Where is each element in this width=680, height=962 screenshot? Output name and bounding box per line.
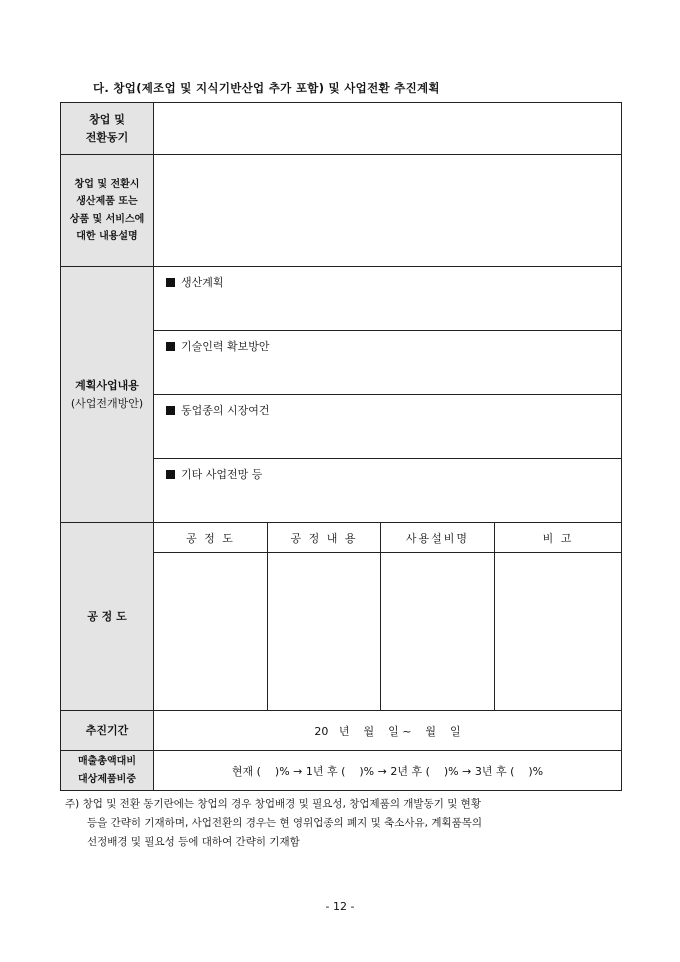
footnote-continuation: 등을 간략히 기재하며, 사업전환의 경우는 현 영위업종의 폐지 및 축소사유, 계획품목의 선정배경 및 필요성 등에 대하여 간략히 기재함 — [87, 817, 483, 848]
product-label-text: 창업 및 전환시 생산제품 또는 상품 및 서비스에 대한 내용설명 — [69, 178, 145, 242]
business-plan-table — [60, 102, 622, 791]
equipment-cell[interactable] — [381, 553, 495, 711]
ratio-value-text: 현재 ( )% → 1년 후 ( )% → 2년 후 ( )% → 3년 후 ( )% — [231, 764, 544, 778]
footnote — [65, 795, 635, 852]
process-label-text: 공 정 도 — [87, 609, 127, 623]
remarks-cell[interactable] — [495, 553, 622, 711]
plan-sublabel-text: (사업전개방안) — [70, 396, 144, 410]
process-col-header: 사용설비명 — [381, 523, 495, 553]
process-col-header: 공 정 내 용 — [268, 523, 381, 553]
process-content-cell[interactable] — [268, 553, 381, 711]
plan-section-label: 기타 사업전망 등 — [181, 468, 263, 481]
product-label — [61, 155, 154, 267]
period-value-text: 20 년 월 일 ~ 월 일 — [314, 724, 461, 738]
motive-label — [61, 103, 154, 155]
ratio-value[interactable] — [154, 751, 622, 791]
plan-section-label: 동업종의 시장여건 — [181, 404, 270, 417]
process-flow-cell[interactable] — [154, 553, 268, 711]
period-label — [61, 711, 154, 751]
plan-section-label: 기술인력 확보방안 — [181, 340, 270, 353]
plan-section-outlook[interactable] — [154, 459, 622, 523]
plan-section-production[interactable] — [154, 267, 622, 331]
period-value[interactable] — [154, 711, 622, 751]
filled-square-icon — [166, 342, 175, 351]
motive-label-text: 창업 및 전환동기 — [85, 112, 129, 144]
process-col-header: 공 정 도 — [154, 523, 268, 553]
plan-label — [61, 267, 154, 523]
filled-square-icon — [166, 278, 175, 287]
period-label-text: 추진기간 — [85, 723, 129, 737]
period-row — [61, 711, 622, 751]
ratio-label — [61, 751, 154, 791]
plan-section-market[interactable] — [154, 395, 622, 459]
product-row — [61, 155, 622, 267]
process-label — [61, 523, 154, 711]
plan-row-1 — [61, 267, 622, 331]
process-col-header: 비 고 — [495, 523, 622, 553]
plan-section-workforce[interactable] — [154, 331, 622, 395]
footnote-first-line: 주) 창업 및 전환 동기란에는 창업의 경우 창업배경 및 필요성, 창업제품의 개발동기 및 현황 — [65, 798, 481, 810]
motive-row — [61, 103, 622, 155]
plan-label-text: 계획사업내용 — [75, 378, 139, 392]
ratio-label-text: 매출총액대비 대상제품비중 — [78, 756, 136, 785]
ratio-row — [61, 751, 622, 791]
filled-square-icon — [166, 406, 175, 415]
plan-section-label: 생산계획 — [181, 276, 224, 289]
product-input-cell[interactable] — [154, 155, 622, 267]
section-heading: 다. 창업(제조업 및 지식기반산업 추가 포함) 및 사업전환 추진계획 — [93, 81, 440, 95]
motive-input-cell[interactable] — [154, 103, 622, 155]
process-header-row — [61, 523, 622, 553]
page-number: - 12 - — [325, 900, 355, 913]
filled-square-icon — [166, 470, 175, 479]
